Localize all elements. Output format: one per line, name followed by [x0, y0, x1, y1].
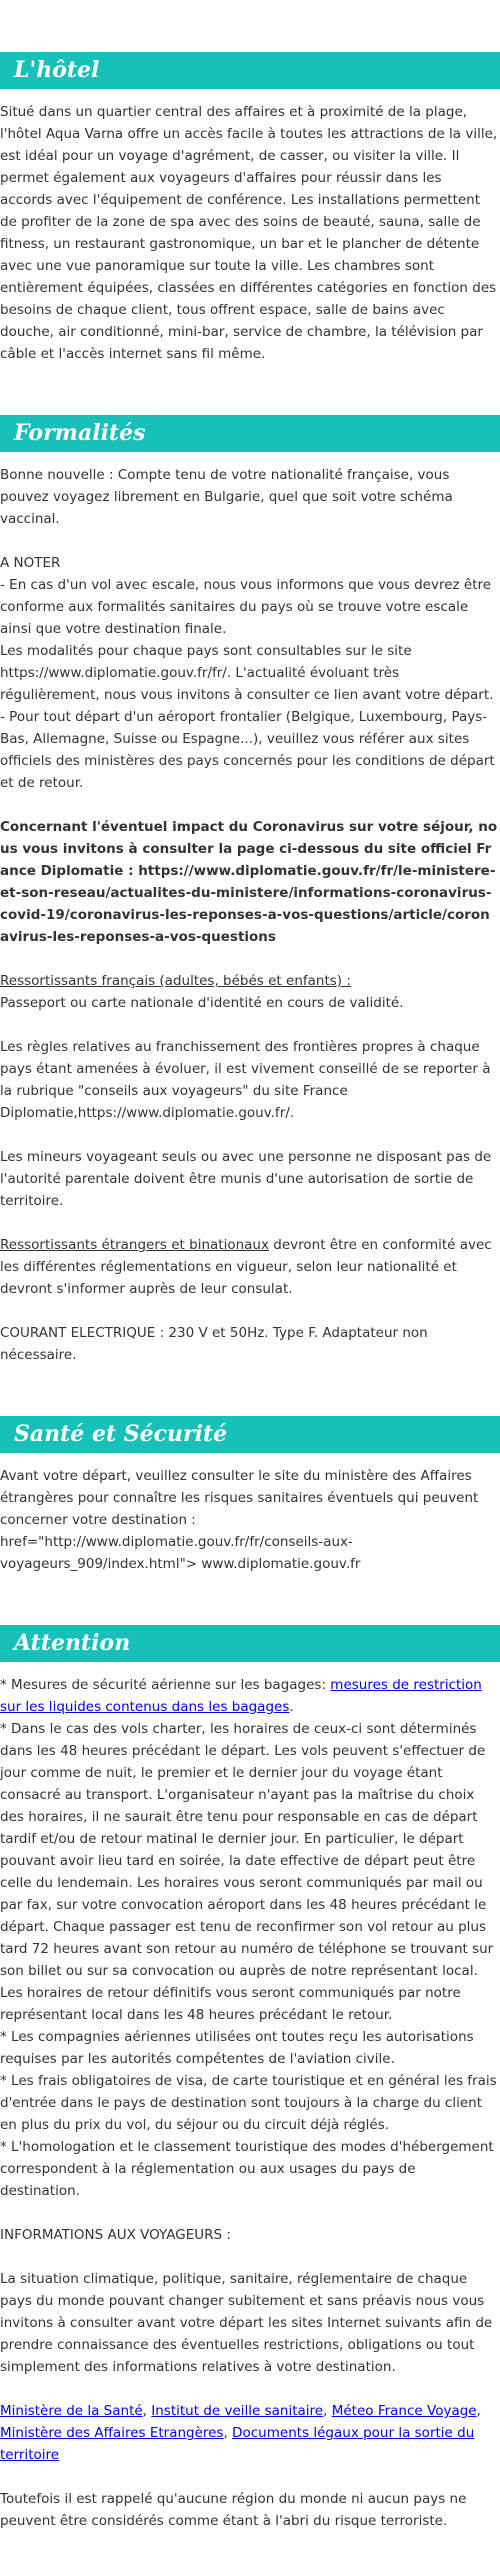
formalites-section-title: Formalités — [0, 415, 500, 452]
minors-text: Les mineurs voyageant seuls ou avec une personne ne disposant pas de l'autorité parentale doivent être munis d'une autorisation de sortie de territoire. — [0, 1149, 492, 1209]
link-ministere-sante[interactable]: Ministère de la Santé — [0, 2403, 143, 2419]
useful-links: Ministère de la Santé, Institut de veille sanitaire, Méteo France Voyage, Ministère des Affaires Etrangères, Documents légaux pour la sortie du territoire — [0, 2403, 481, 2463]
note-aeroport-frontalier: - Pour tout départ d'un aéroport frontalier (Belgique, Luxembourg, Pays-Bas, Allemagne, Suisse ou Espagne...), veuillez vous référer aux sites officiels des ministères des pays concernés pour les conditions de départ et de retour. — [0, 709, 495, 791]
border-rules-text: Les règles relatives au franchissement des frontières propres à chaque pays étant amenées à évoluer, il est vivement conseillé de se reporter à la rubrique "conseils aux voyageurs" du site France Diplomatie,https://www.diplomatie.gouv.fr/. — [0, 1039, 491, 1121]
hotel-section-body — [0, 101, 500, 365]
note-escale: - En cas d'un vol avec escale, nous vous informons que vous devrez être conforme aux formalités sanitaires du pays où se trouve votre escale ainsi que votre destination finale. — [0, 577, 492, 637]
a-noter-heading: A NOTER — [0, 555, 61, 571]
formalites-intro: Bonne nouvelle : Compte tenu de votre nationalité française, vous pouvez voyagez librement en Bulgarie, quel que soit votre schéma vaccinal. — [0, 467, 453, 527]
sante-section — [0, 1416, 500, 1575]
link-documents-sortie-territoire[interactable]: Documents légaux pour la sortie du territoire — [0, 2425, 475, 2463]
situation-text: La situation climatique, politique, sanitaire, réglementaire de chaque pays du monde pouvant changer subitement et sans préavis nous vous invitons à consulter avant votre départ les sites Internet suivants afin de prendre connaissance des éventuelles restrictions, obligations ou tout simplement des informations relatives à votre destination. — [0, 2271, 493, 2375]
hotel-description: Situé dans un quartier central des affaires et à proximité de la plage, l'hôtel Aqua Varna offre un accès facile à toutes les attractions de la ville, est idéal pour un voyage d'agrément, de casser, ou visiter la ville. Il permet également aux voyageurs d'affaires pour réussir dans les accords avec l'équipement de conférence. Les installations permettent de profiter de la zone de spa avec des soins de beauté, sauna, salle de fitness, un restaurant gastronomique, un bar et le plancher de détente avec une vue panoramique sur toute la ville. Les chambres sont entièrement équipées, classées en différentes catégories en fonction des besoins de chaque client, tous offrent espace, salle de bains avec douche, air conditionné, mini-bar, service de chambre, la télévision par câble et l'accès internet sans fil même. — [0, 104, 498, 362]
sante-section-title: Santé et Sécurité — [0, 1416, 500, 1453]
homologation-text: * L'homologation et le classement touristique des modes d'hébergement correspondent à la réglementation ou aux usages du pays de destination. — [0, 2139, 494, 2199]
attention-section-body — [0, 1674, 500, 2532]
covid-notice: Concernant l'éventuel impact du Coronavirus sur votre séjour, nous vous invitons à consulter la page ci-dessous du site officiel France Diplomatie : https://www.diplomatie.gouv.fr/fr/le-ministere-et-son-reseau/actualites-du-ministere/informations-coronavirus-covid-19/coronavirus-les-reponses-a-vos-questions/article/coronavirus-les-reponses-a-vos-questions — [0, 819, 498, 945]
hotel-section-title: L'hôtel — [0, 52, 500, 89]
attention-section — [0, 1625, 500, 2532]
liquids-restriction-link[interactable]: mesures de restriction sur les liquides contenus dans les bagages — [0, 1677, 482, 1715]
formalites-section — [0, 415, 500, 1366]
formalites-section-body — [0, 464, 500, 1366]
mesures-suffix: . — [289, 1699, 294, 1715]
terror-risk-text: Toutefois il est rappelé qu'aucune région du monde ni aucun pays ne peuvent être considérés comme étant à l'abri du risque terroriste. — [0, 2491, 467, 2529]
french-nationals-text: Passeport ou carte nationale d'identité en cours de validité. — [0, 995, 404, 1011]
charter-text: * Dans le cas des vols charter, les horaires de ceux-ci sont déterminés dans les 48 heures précédant le départ. Les vols peuvent s'effectuer de jour comme de nuit, le premier et le dernier jour du voyage étant consacré au transport. L'organisateur n'ayant pas la maîtrise du choix des horaires, il ne saurait être tenu pour responsable en cas de départ tardif et/ou de retour matinal le dernier jour. En particulier, le départ pouvant avoir lieu tard en soirée, la date effective de départ peut être celle du lendemain. Les horaires vous seront communiqués par mail ou par fax, sur votre convocation aéroport dans les 48 heures précédant le départ. Chaque passager est tenu de reconfirmer son vol retour au plus tard 72 heures avant son retour au numéro de téléphone se trouvant sur son billet ou sur sa convocation ou auprès de notre représentant local. Les horaires de retour définitifs vous seront communiqués par notre représentant local dans les 48 heures précédant le retour. — [0, 1721, 494, 2023]
link-meteo-france-voyage[interactable]: Méteo France Voyage — [331, 2403, 477, 2419]
link-institut-veille-sanitaire[interactable]: Institut de veille sanitaire — [151, 2403, 324, 2419]
compagnies-text: * Les compagnies aériennes utilisées ont toutes reçu les autorisations requises par les autorités compétentes de l'aviation civile. — [0, 2029, 474, 2067]
sante-section-body — [0, 1465, 500, 1575]
french-nationals-heading: Ressortissants français (adultes, bébés et enfants) : — [0, 973, 351, 989]
frais-text: * Les frais obligatoires de visa, de carte touristique et en général les frais d'entrée dans le pays de destination sont toujours à la charge du client en plus du prix du vol, du séjour ou du circuit déjà réglés. — [0, 2073, 497, 2133]
mesures-prefix: * Mesures de sécurité aérienne sur les bagages: — [0, 1677, 331, 1693]
link-ministere-affaires-etrangeres[interactable]: Ministère des Affaires Etrangères — [0, 2425, 224, 2441]
foreign-nationals-paragraph — [0, 1234, 498, 1300]
mesures-securite-paragraph — [0, 1674, 498, 1718]
info-voyageurs-heading: INFORMATIONS AUX VOYAGEURS : — [0, 2227, 231, 2243]
sante-text: Avant votre départ, veuillez consulter le site du ministère des Affaires étrangères pour connaître les risques sanitaires éventuels qui peuvent concerner votre destination : href="http://www.diplomatie.gouv.fr/fr/conseils-aux-voyageurs_909/index.html"> www.diplomatie.gouv.fr — [0, 1468, 479, 1572]
attention-section-title: Attention — [0, 1625, 500, 1662]
electric-current-text: COURANT ELECTRIQUE : 230 V et 50Hz. Type F. Adaptateur non nécessaire. — [0, 1325, 428, 1363]
note-modalites: Les modalités pour chaque pays sont consultables sur le site https://www.diplomatie.gouv.fr/fr/. L'actualité évoluant très régulièrement, nous vous invitons à consulter ce lien avant votre départ. — [0, 643, 494, 703]
foreign-nationals-text: devront être en conformité avec les différentes réglementations en vigueur, selon leur nationalité et devront s'informer auprès de leur consulat. — [0, 1237, 492, 1297]
hotel-section — [0, 52, 500, 365]
foreign-nationals-heading: Ressortissants étrangers et binationaux — [0, 1237, 269, 1253]
